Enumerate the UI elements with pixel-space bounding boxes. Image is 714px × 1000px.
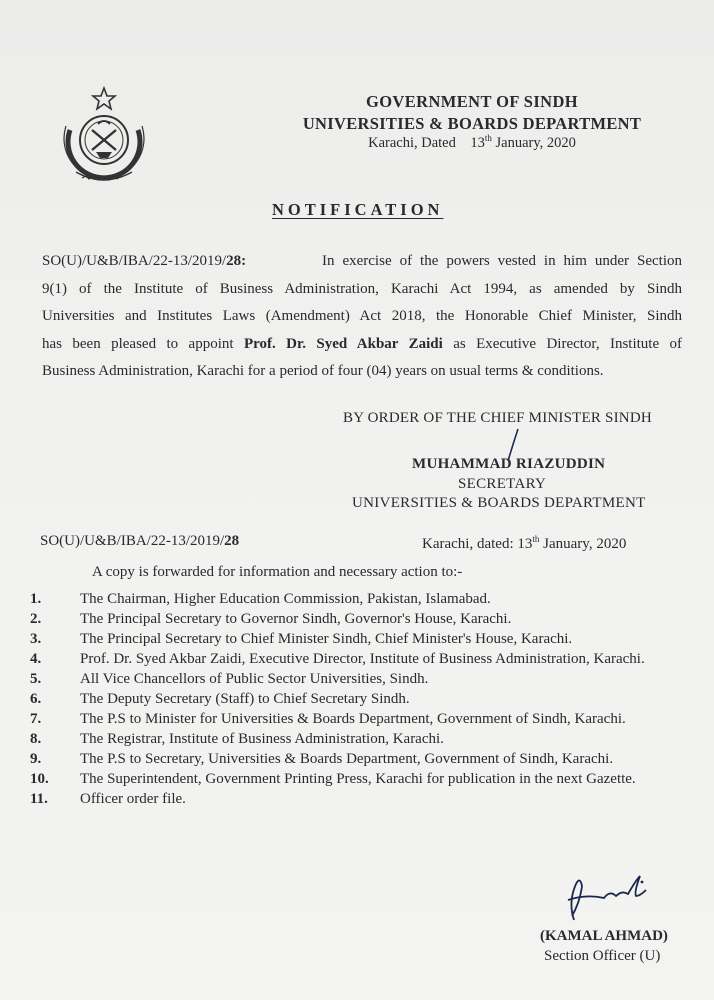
forward-line: A copy is forwarded for information and necessary action to:- bbox=[92, 564, 463, 580]
section-officer-name: (KAMAL AHMAD) bbox=[540, 928, 668, 944]
notification-line-1 bbox=[42, 248, 682, 276]
recipient-number: 11. bbox=[30, 791, 48, 807]
copy-date-prefix: Karachi, dated: bbox=[422, 536, 514, 552]
copy-ref-num: 28 bbox=[224, 533, 240, 549]
recipient-number: 7. bbox=[30, 711, 42, 727]
notification-ref-num: 28: bbox=[226, 253, 247, 269]
notification-line-4a: has been pleased to appoint bbox=[42, 335, 234, 352]
recipient-text: The P.S to Minister for Universities & Boards Department, Government of Sindh, Karachi. bbox=[80, 711, 626, 727]
recipient-text: The Superintendent, Government Printing Press, Karachi for publication in the next Gazette. bbox=[80, 771, 636, 787]
header-date-day: 13 bbox=[470, 135, 485, 151]
header-date-prefix: Karachi, Dated bbox=[368, 135, 456, 151]
recipient-text: Officer order file. bbox=[80, 791, 186, 807]
notification-title: NOTIFICATION bbox=[272, 200, 444, 219]
recipient-item bbox=[30, 730, 690, 748]
recipient-text: The Principal Secretary to Governor Sindh, Governor's House, Karachi. bbox=[80, 611, 512, 627]
recipient-text: The Chairman, Higher Education Commission, Pakistan, Islamabad. bbox=[80, 591, 491, 607]
notification-line-4c: as Executive Director, Institute of bbox=[453, 335, 683, 352]
notification-line-4 bbox=[42, 331, 682, 359]
recipient-text: The Deputy Secretary (Staff) to Chief Secretary Sindh. bbox=[80, 691, 410, 707]
recipient-list bbox=[30, 590, 690, 810]
recipient-text: The Registrar, Institute of Business Administration, Karachi. bbox=[80, 731, 444, 747]
recipient-item bbox=[30, 750, 690, 768]
header-date-month: January, 2020 bbox=[495, 135, 576, 151]
recipient-text: The P.S to Secretary, Universities & Boards Department, Government of Sindh, Karachi. bbox=[80, 751, 614, 767]
recipient-item bbox=[30, 610, 690, 628]
appointee-name: Prof. Dr. Syed Akbar Zaidi bbox=[243, 335, 443, 352]
notification-body bbox=[42, 248, 682, 386]
recipient-item bbox=[30, 670, 690, 688]
copy-date-day: 13 bbox=[517, 536, 533, 552]
recipient-item bbox=[30, 690, 690, 708]
recipient-item bbox=[30, 590, 690, 608]
copy-ref-prefix: SO(U)/U&B/IBA/22-13/2019/ bbox=[40, 533, 225, 549]
government-seal-icon bbox=[52, 86, 156, 192]
notification-line-5: Business Administration, Karachi for a period of four (04) years on usual terms & conditions. bbox=[42, 363, 604, 379]
signatory-title: SECRETARY bbox=[458, 476, 547, 492]
notification-ref-prefix: SO(U)/U&B/IBA/22-13/2019/ bbox=[42, 253, 227, 269]
recipient-number: 6. bbox=[30, 691, 42, 707]
recipient-number: 9. bbox=[30, 751, 42, 767]
signatory-department: UNIVERSITIES & BOARDS DEPARTMENT bbox=[352, 495, 646, 511]
header-date-suffix: th bbox=[484, 133, 492, 144]
recipient-text: All Vice Chancellors of Public Sector Universities, Sindh. bbox=[80, 671, 429, 687]
copy-date-suffix: th bbox=[532, 534, 540, 544]
recipient-item bbox=[30, 630, 690, 648]
copy-date-month: January, 2020 bbox=[543, 536, 627, 552]
notification-line-3: Universities and Institutes Laws (Amendment) Act 2018, the Honorable Chief Minister, Sindh bbox=[42, 308, 682, 324]
notification-line-2: 9(1) of the Institute of Business Administration, Karachi Act 1994, as amended by Sindh bbox=[42, 280, 682, 297]
order-line: BY ORDER OF THE CHIEF MINISTER SINDH bbox=[343, 410, 652, 426]
header-government: GOVERNMENT OF SINDH bbox=[365, 92, 579, 111]
recipient-item bbox=[30, 770, 690, 788]
notification-line-1-text: In exercise of the powers vested in him under Section bbox=[322, 253, 682, 269]
recipient-number: 10. bbox=[30, 771, 49, 787]
recipient-number: 5. bbox=[30, 671, 42, 687]
recipient-item bbox=[30, 710, 690, 728]
recipient-text: The Principal Secretary to Chief Minister Sindh, Chief Minister's House, Karachi. bbox=[80, 631, 573, 647]
copy-date bbox=[422, 536, 626, 553]
recipient-text: Prof. Dr. Syed Akbar Zaidi, Executive Director, Institute of Business Administration, Karachi. bbox=[80, 651, 645, 667]
recipient-number: 3. bbox=[30, 631, 42, 647]
signatory-name: MUHAMMAD RIAZUDDIN bbox=[412, 456, 606, 472]
section-officer-title: Section Officer (U) bbox=[544, 948, 661, 964]
copy-reference bbox=[40, 533, 239, 550]
recipient-number: 1. bbox=[30, 591, 42, 607]
header-date bbox=[276, 135, 668, 152]
recipient-number: 4. bbox=[30, 651, 42, 667]
section-officer-signature bbox=[560, 872, 650, 924]
recipient-item bbox=[30, 650, 690, 668]
notification-ref bbox=[42, 248, 322, 276]
recipient-item bbox=[30, 790, 690, 808]
header-department: UNIVERSITIES & BOARDS DEPARTMENT bbox=[302, 114, 642, 133]
recipient-number: 2. bbox=[30, 611, 42, 627]
recipient-number: 8. bbox=[30, 731, 42, 747]
